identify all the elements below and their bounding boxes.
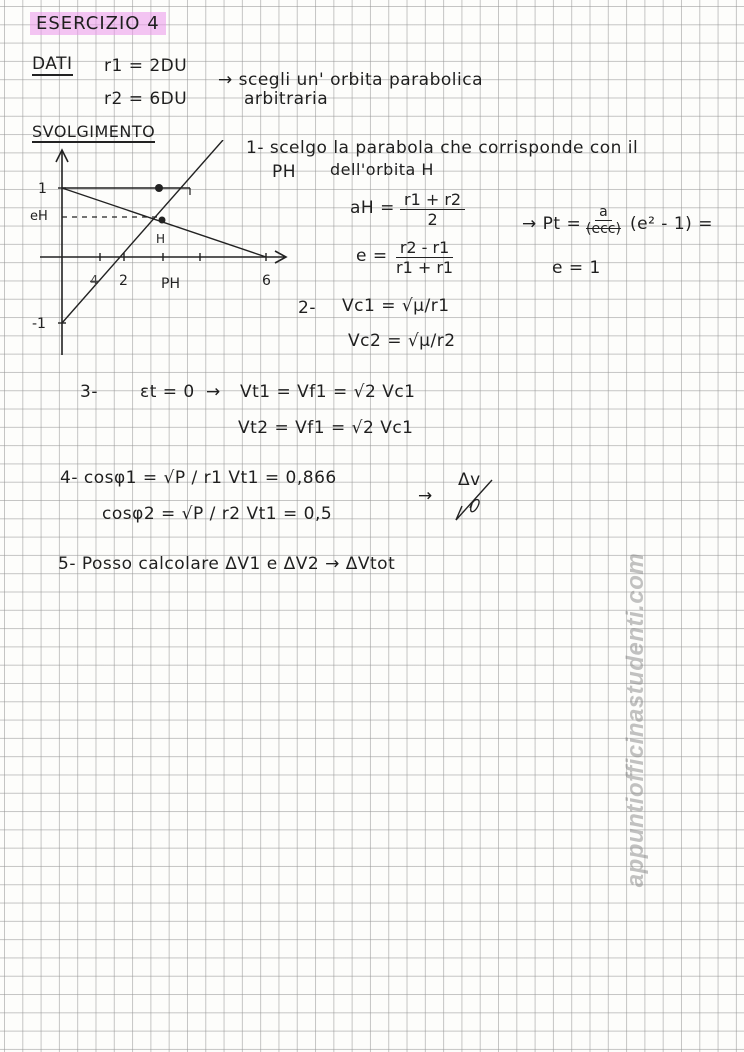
dati-note-line1: → scegli un' orbita parabolica	[218, 70, 483, 90]
ah-numerator: r1 + r2	[400, 190, 465, 210]
ah-denominator: 2	[427, 210, 438, 229]
step1-ph: PH	[272, 162, 297, 182]
e-denominator: r1 + r1	[396, 258, 454, 277]
pt-lhs: → Pt =	[522, 214, 582, 234]
e-fraction	[392, 238, 457, 277]
increasing-line	[62, 140, 223, 323]
step2-label: 2-	[298, 298, 316, 318]
r2-value: r2 = 6DU	[104, 89, 188, 109]
vt2-formula: Vt2 = Vf1 = √2 Vc1	[238, 418, 414, 438]
h-label: H	[156, 232, 166, 246]
step4-arrow: →	[418, 486, 433, 506]
step1-line1: 1- scelgo la parabola che corrisponde con il	[246, 138, 639, 158]
ph-label: PH	[161, 276, 180, 292]
pt-denominator: (ecc)	[586, 221, 621, 237]
x-tick-label-2: 2	[119, 273, 128, 289]
delta-v-sketch-label: Δv	[458, 470, 481, 490]
e-h-label: eH	[30, 209, 48, 224]
orbit-graph	[20, 140, 300, 360]
ah-lhs: aH =	[350, 198, 395, 218]
exercise-title: ESERCIZIO 4	[30, 12, 166, 35]
step4-line2: cosφ2 = √P / r2 Vt1 = 0,5	[102, 504, 333, 524]
step4-line1: 4- cosφ1 = √P / r1 Vt1 = 0,866	[60, 468, 337, 488]
e-lhs: e =	[356, 246, 388, 266]
y-tick-label-minus1: -1	[32, 316, 46, 332]
point-y1	[155, 184, 163, 192]
svolgimento-label: SVOLGIMENTO	[32, 122, 156, 141]
pt-tail: (e² - 1) =	[630, 214, 713, 234]
pt-numerator: a	[595, 204, 612, 221]
y-tick-label-1: 1	[38, 181, 47, 197]
point-h	[159, 217, 166, 224]
e-numerator: r2 - r1	[396, 238, 453, 258]
vc2-formula: Vc2 = √μ/r2	[348, 331, 456, 351]
scratched-tick-label: 4	[90, 274, 99, 289]
ah-fraction	[400, 190, 465, 229]
step3-energy: εt = 0	[140, 382, 195, 402]
e-result: e = 1	[552, 258, 601, 278]
step3-arrow: →	[206, 382, 221, 402]
watermark-text: appuntiofficinastudenti.com	[622, 552, 649, 888]
pt-fraction	[582, 204, 625, 237]
x-tick-label-6: 6	[262, 273, 271, 289]
delta-v-sketch-icon	[448, 470, 508, 526]
dati-note-line2: arbitraria	[244, 89, 329, 109]
r1-value: r1 = 2DU	[104, 56, 188, 76]
step5-line: 5- Posso calcolare ΔV1 e ΔV2 → ΔVtot	[58, 554, 396, 574]
vc1-formula: Vc1 = √μ/r1	[342, 296, 450, 316]
step1-line2: dell'orbita H	[330, 160, 434, 179]
vt1-formula: Vt1 = Vf1 = √2 Vc1	[240, 382, 416, 402]
dati-label: DATI	[32, 54, 73, 74]
step3-label: 3-	[80, 382, 98, 402]
